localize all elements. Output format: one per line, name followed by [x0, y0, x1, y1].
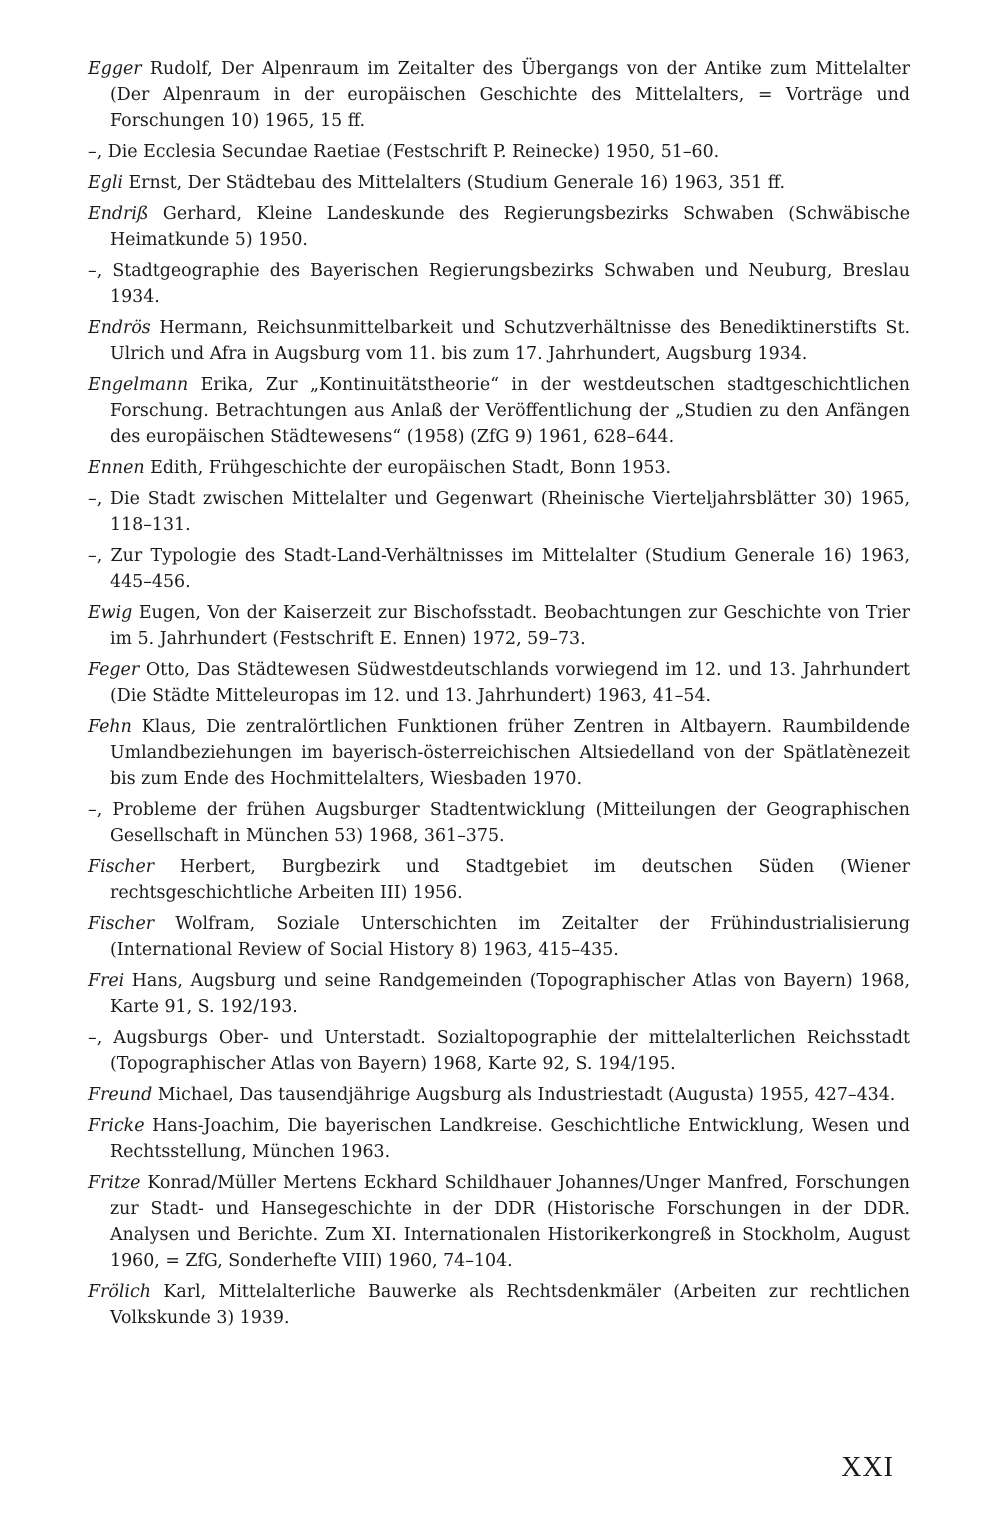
entry-author: Frölich	[88, 1282, 151, 1302]
entry-author: Fritze	[88, 1173, 141, 1193]
entry-text: Hans-Joachim, Die bayerischen Landkreise. Geschichtliche Entwicklung, Wesen und Rechtsstellung, München 1963.	[110, 1116, 910, 1162]
entry-author: Fischer	[88, 914, 155, 934]
entry-author: Fischer	[88, 857, 155, 877]
entry-author: Ewig	[88, 603, 133, 623]
entry-author: Freund	[88, 1085, 153, 1105]
bibliography-entry	[88, 139, 910, 165]
bibliography-entry	[88, 1113, 910, 1165]
entry-author: Endriß	[88, 204, 149, 224]
entry-text: Klaus, Die zentralörtlichen Funktionen früher Zentren in Altbayern. Raumbildende Umlandbeziehungen im bayerisch-österreichischen Altsiedelland von der Spätlatènezeit bis zum Ende des Hochmittelalters, Wiesbaden 1970.	[110, 717, 910, 789]
bibliography-entry	[88, 968, 910, 1020]
bibliography-entry	[88, 1082, 910, 1108]
entry-text: Rudolf, Der Alpenraum im Zeitalter des Übergangs von der Antike zum Mittelalter (Der Alpenraum in der europäischen Geschichte des Mittelalters, = Vorträge und Forschungen 10) 1965, 15 ff.	[110, 59, 910, 131]
entry-text: –, Die Ecclesia Secundae Raetiae (Festschrift P. Reinecke) 1950, 51–60.	[88, 142, 720, 162]
entry-text: Eugen, Von der Kaiserzeit zur Bischofsstadt. Beobachtungen zur Geschichte von Trier im 5. Jahrhundert (Festschrift E. Ennen) 1972, 59–73.	[110, 603, 910, 649]
entry-text: –, Probleme der frühen Augsburger Stadtentwicklung (Mitteilungen der Geographischen Gesellschaft in München 53) 1968, 361–375.	[88, 800, 910, 846]
entry-author: Fehn	[88, 717, 132, 737]
entry-text: Ernst, Der Städtebau des Mittelalters (Studium Generale 16) 1963, 351 ff.	[122, 173, 785, 193]
bibliography-entry	[88, 486, 910, 538]
entry-text: Erika, Zur „Kontinuitätstheorie“ in der westdeutschen stadtgeschichtlichen Forschung. Betrachtungen aus Anlaß der Veröffentlichung der „Studien zu den Anfängen des europäischen Städtewesens“ (1958) (ZfG 9) 1961, 628–644.	[110, 375, 910, 447]
bibliography-entry	[88, 56, 910, 134]
entry-text: Hermann, Reichsunmittelbarkeit und Schutzverhältnisse des Benediktinerstifts St. Ulrich und Afra in Augsburg vom 11. bis zum 17. Jahrhundert, Augsburg 1934.	[110, 318, 910, 364]
entry-author: Ennen	[88, 458, 145, 478]
bibliography-entry	[88, 455, 910, 481]
bibliography-entry	[88, 201, 910, 253]
entry-author: Frei	[88, 971, 125, 991]
bibliography-entry	[88, 657, 910, 709]
bibliography-entry	[88, 315, 910, 367]
entry-text: Michael, Das tausendjährige Augsburg als Industriestadt (Augusta) 1955, 427–434.	[152, 1085, 896, 1105]
entry-text: Gerhard, Kleine Landeskunde des Regierungsbezirks Schwaben (Schwäbische Heimatkunde 5) 1950.	[110, 204, 910, 250]
entry-author: Egger	[88, 59, 142, 79]
bibliography-entry	[88, 170, 910, 196]
entry-text: Otto, Das Städtewesen Südwestdeutschlands vorwiegend im 12. und 13. Jahrhundert (Die Städte Mitteleuropas im 12. und 13. Jahrhundert) 1963, 41–54.	[110, 660, 910, 706]
entry-text: –, Augsburgs Ober- und Unterstadt. Sozialtopographie der mittelalterlichen Reichsstadt (Topographischer Atlas von Bayern) 1968, Karte 92, S. 194/195.	[88, 1028, 910, 1074]
entry-text: –, Stadtgeographie des Bayerischen Regierungsbezirks Schwaben und Neuburg, Breslau 1934.	[88, 261, 910, 307]
entry-author: Egli	[88, 173, 123, 193]
entry-text: Karl, Mittelalterliche Bauwerke als Rechtsdenkmäler (Arbeiten zur rechtlichen Volkskunde 3) 1939.	[110, 1282, 910, 1328]
bibliography-entry	[88, 854, 910, 906]
bibliography-entry	[88, 1170, 910, 1274]
bibliography-entry	[88, 258, 910, 310]
entry-text: –, Die Stadt zwischen Mittelalter und Gegenwart (Rheinische Vierteljahrsblätter 30) 1965, 118–131.	[88, 489, 910, 535]
bibliography-entry	[88, 911, 910, 963]
bibliography-entry	[88, 543, 910, 595]
entry-text: Herbert, Burgbezirk und Stadtgebiet im deutschen Süden (Wiener rechtsgeschichtliche Arbeiten III) 1956.	[110, 857, 910, 903]
entry-text: Wolfram, Soziale Unterschichten im Zeitalter der Frühindustrialisierung (International Review of Social History 8) 1963, 415–435.	[110, 914, 910, 960]
entry-text: –, Zur Typologie des Stadt-Land-Verhältnisses im Mittelalter (Studium Generale 16) 1963, 445–456.	[88, 546, 910, 592]
bibliography-page	[88, 56, 910, 1336]
entry-text: Konrad/Müller Mertens Eckhard Schildhauer Johannes/Unger Manfred, Forschungen zur Stadt- und Hansegeschichte in der DDR (Historische Forschungen in der DDR. Analysen und Berichte. Zum XI. Internationalen Historikerkongreß in Stockholm, August 1960, = ZfG, Sonderhefte VIII) 1960, 74–104.	[110, 1173, 910, 1271]
bibliography-entry	[88, 1279, 910, 1331]
entry-text: Hans, Augsburg und seine Randgemeinden (Topographischer Atlas von Bayern) 1968, Karte 91, S. 192/193.	[110, 971, 910, 1017]
entry-author: Fricke	[88, 1116, 145, 1136]
bibliography-entry	[88, 372, 910, 450]
bibliography-entry	[88, 1025, 910, 1077]
page-number: XXI	[841, 1452, 894, 1483]
bibliography-entry	[88, 797, 910, 849]
bibliography-entry	[88, 600, 910, 652]
entry-author: Feger	[88, 660, 140, 680]
entry-author: Endrös	[88, 318, 151, 338]
entry-author: Engelmann	[88, 375, 189, 395]
bibliography-entry	[88, 714, 910, 792]
entry-text: Edith, Frühgeschichte der europäischen Stadt, Bonn 1953.	[144, 458, 672, 478]
